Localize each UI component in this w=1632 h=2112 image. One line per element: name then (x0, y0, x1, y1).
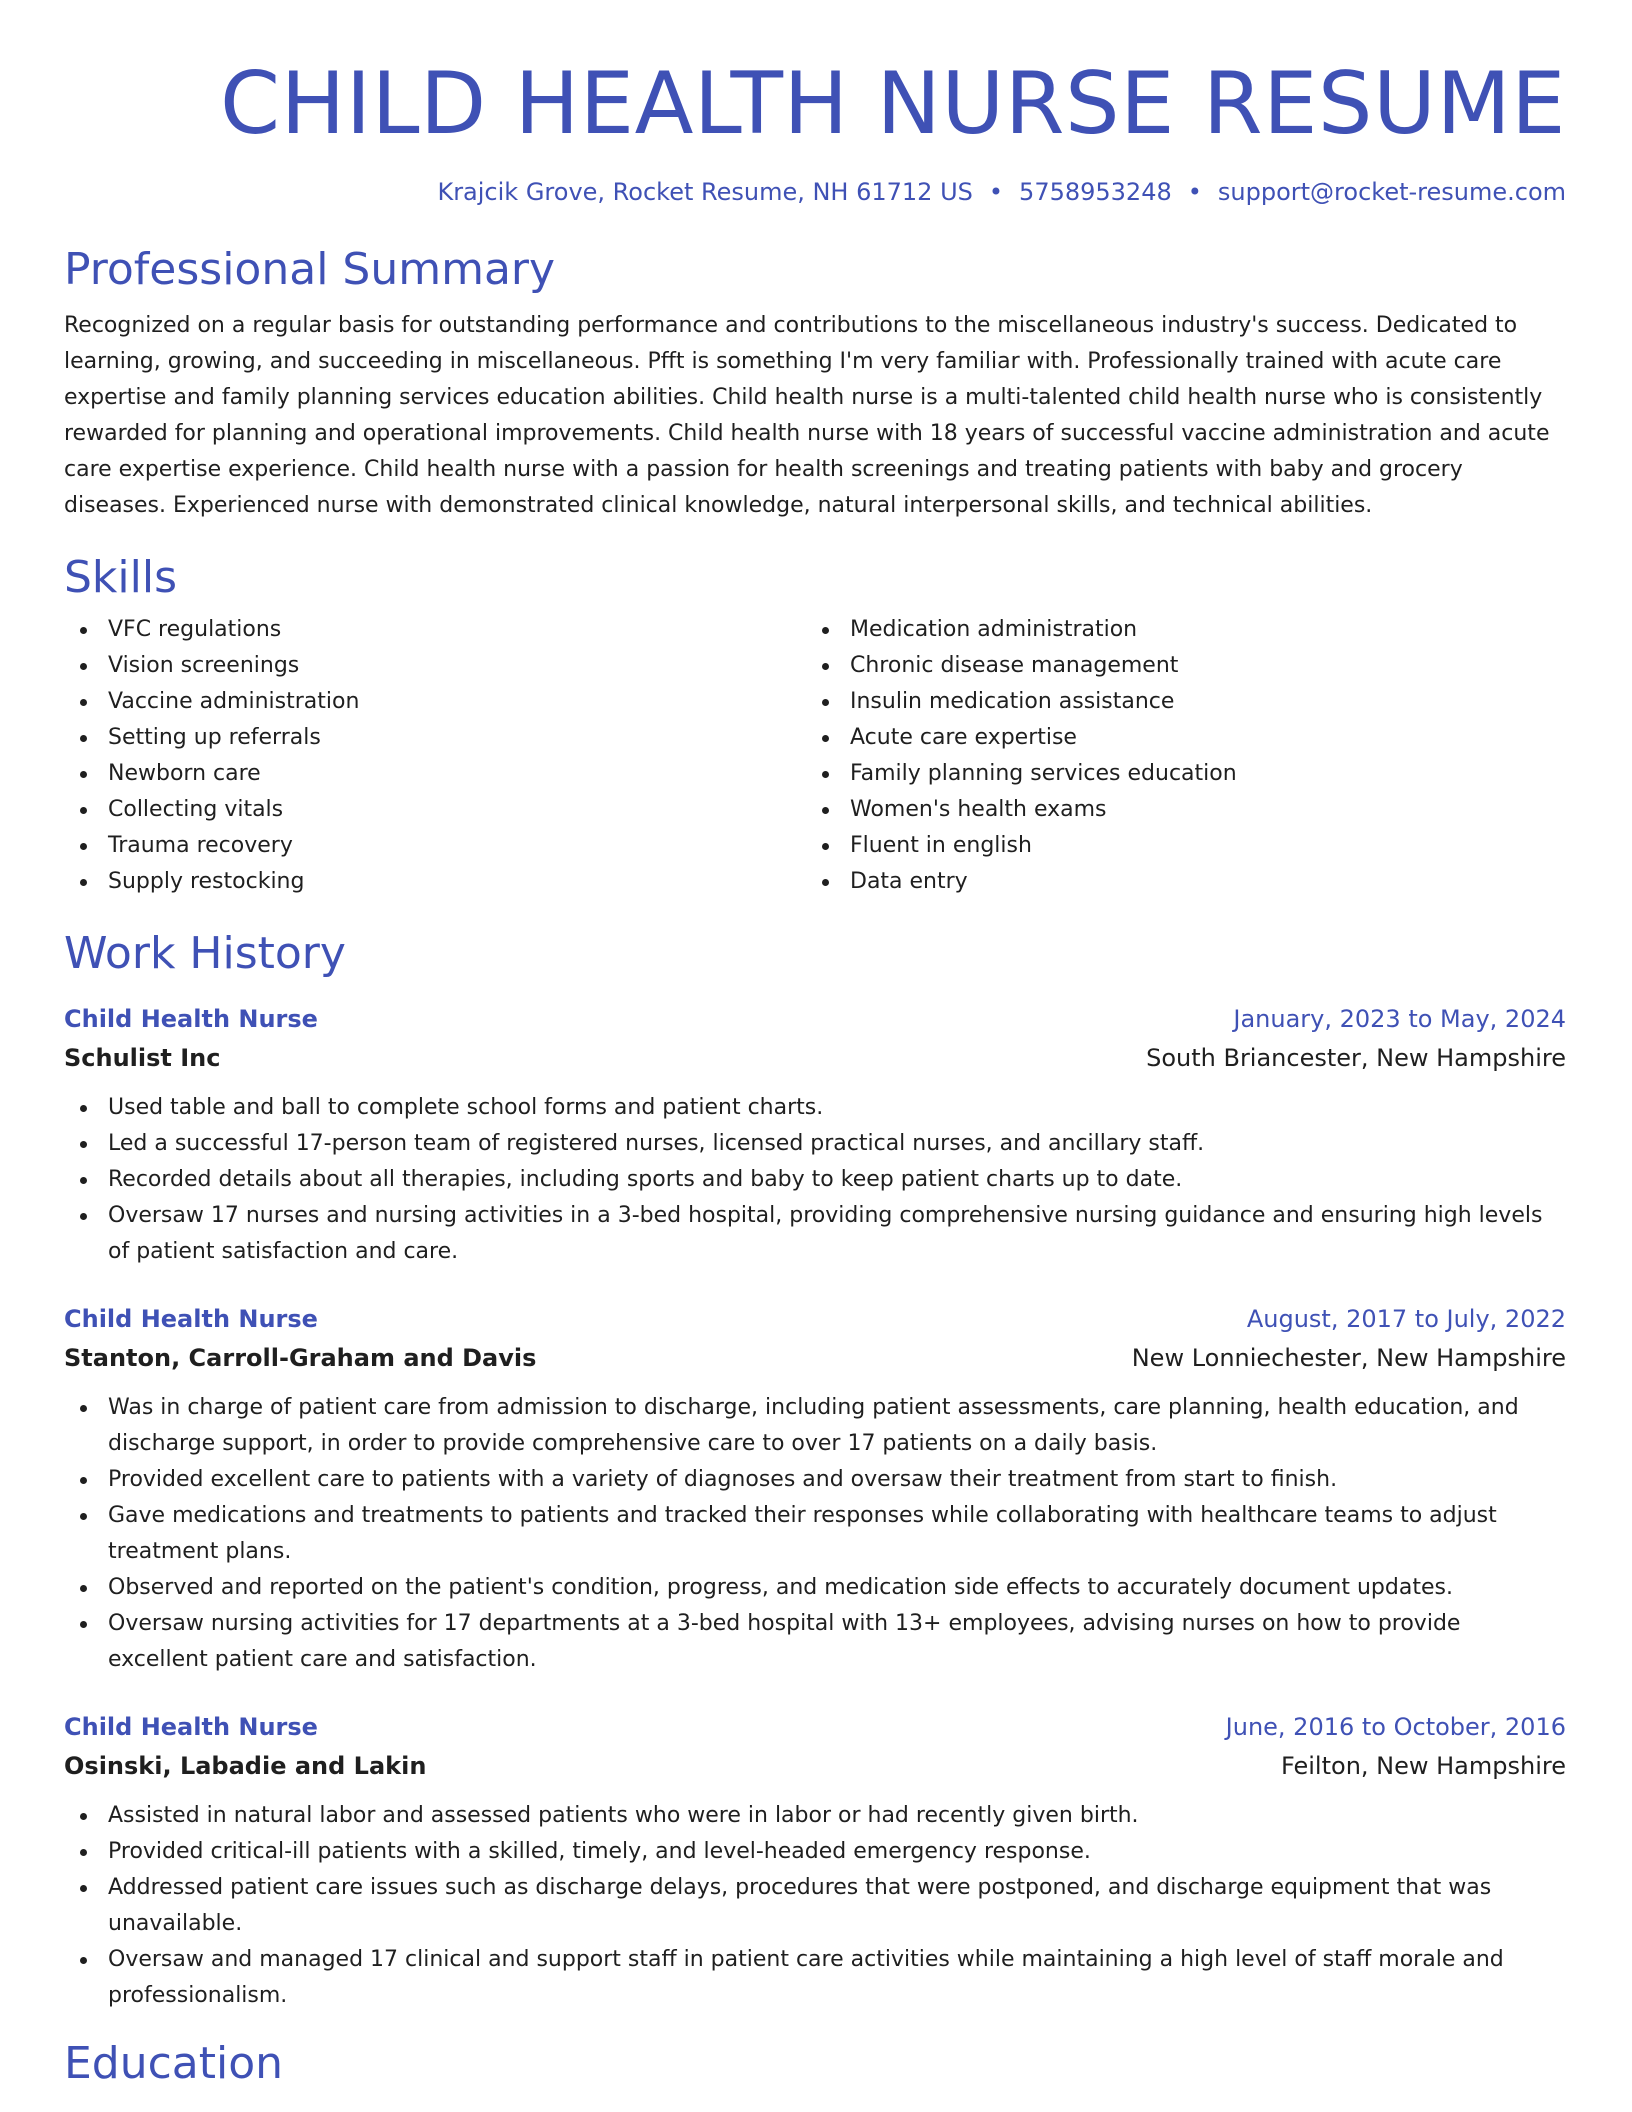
job-duty-item: Recorded details about all therapies, including sports and baby to keep patient charts up to date. (64, 1162, 1566, 1198)
job-header-row (64, 1000, 1566, 1038)
skill-item: Fluent in english (806, 828, 1548, 864)
job-company-row (64, 1038, 1566, 1078)
job-duty-item: Gave medications and treatments to patients and tracked their responses while collaborating with healthcare teams to adjust treatment plans. (64, 1498, 1566, 1570)
work-history-section (64, 926, 1566, 2014)
job-location: South Briancester, New Hampshire (1146, 1044, 1566, 1072)
skill-item: Newborn care (64, 756, 806, 792)
job-dates: August, 2017 to July, 2022 (1246, 1305, 1566, 1333)
separator-dot: • (988, 178, 1004, 206)
resume-page (64, 0, 1566, 2092)
skill-item: Supply restocking (64, 864, 806, 900)
summary-heading: Professional Summary (64, 244, 556, 295)
job-header-row (64, 1300, 1566, 1338)
skills-list-right (806, 612, 1548, 900)
contact-email: support@rocket-resume.com (1217, 178, 1566, 206)
job-entry (64, 1708, 1566, 2014)
skill-item: Vision screenings (64, 648, 806, 684)
job-title: Child Health Nurse (64, 1713, 318, 1741)
skills-grid (64, 612, 1566, 900)
job-company-row (64, 1746, 1566, 1786)
skills-list-left (64, 612, 806, 900)
job-duty-item: Oversaw and managed 17 clinical and support staff in patient care activities while maintaining a high level of staff morale and professionalism. (64, 1942, 1566, 2014)
contact-phone: 5758953248 (1019, 178, 1172, 206)
job-dates: June, 2016 to October, 2016 (1225, 1713, 1566, 1741)
skill-item: Family planning services education (806, 756, 1548, 792)
skill-item: Setting up referrals (64, 720, 806, 756)
resume-title: CHILD HEALTH NURSE RESUME (220, 54, 1566, 154)
job-duty-item: Provided critical-ill patients with a skilled, timely, and level-headed emergency response. (64, 1834, 1566, 1870)
job-duty-item: Assisted in natural labor and assessed patients who were in labor or had recently given birth. (64, 1798, 1566, 1834)
skill-item: Women's health exams (806, 792, 1548, 828)
job-duties-list (64, 1090, 1566, 1270)
job-dates: January, 2023 to May, 2024 (1233, 1005, 1566, 1033)
job-location: New Lonniechester, New Hampshire (1131, 1344, 1566, 1372)
job-header-row (64, 1708, 1566, 1746)
summary-section (64, 242, 1566, 524)
work-history-heading: Work History (64, 928, 346, 979)
job-title: Child Health Nurse (64, 1005, 318, 1033)
skill-item: Insulin medication assistance (806, 684, 1548, 720)
summary-text: Recognized on a regular basis for outstanding performance and contributions to the miscellaneous industry's success. Dedicated to learning, growing, and succeeding in miscellaneous. Pfft is something I'm very familiar with. Professionally trained with acute care expertise and family planning services education abilities. Child health nurse is a multi-talented child health nurse who is consistently rewarded for planning and operational improvements. Child health nurse with 18 years of successful vaccine administration and acute care expertise experience. Child health nurse with a passion for health screenings and treating patients with baby and grocery diseases. Experienced nurse with demonstrated clinical knowledge, natural interpersonal skills, and technical abilities. (64, 313, 1550, 518)
skill-item: Collecting vitals (64, 792, 806, 828)
skill-item: Data entry (806, 864, 1548, 900)
job-location: Feilton, New Hampshire (1281, 1752, 1566, 1780)
resume-header (64, 52, 1566, 208)
skill-item: Acute care expertise (806, 720, 1548, 756)
job-duties-list (64, 1390, 1566, 1678)
skill-item: VFC regulations (64, 612, 806, 648)
job-duty-item: Used table and ball to complete school forms and patient charts. (64, 1090, 1566, 1126)
job-duty-item: Oversaw nursing activities for 17 departments at a 3-bed hospital with 13+ employees, advising nurses on how to provide excellent patient care and satisfaction. (64, 1606, 1566, 1678)
job-company: Osinski, Labadie and Lakin (64, 1752, 427, 1780)
job-company-row (64, 1338, 1566, 1378)
education-section (64, 2036, 1566, 2092)
job-entry (64, 1000, 1566, 1270)
separator-dot: • (1187, 178, 1202, 206)
job-duty-item: Was in charge of patient care from admission to discharge, including patient assessments, care planning, health education, and discharge support, in order to provide comprehensive care to over 17 patients on a daily basis. (64, 1390, 1566, 1462)
contact-line (64, 176, 1566, 208)
job-title: Child Health Nurse (64, 1305, 318, 1333)
job-duty-item: Led a successful 17-person team of registered nurses, licensed practical nurses, and ancillary staff. (64, 1126, 1566, 1162)
skills-section (64, 550, 1566, 900)
skill-item: Trauma recovery (64, 828, 806, 864)
job-duty-item: Oversaw 17 nurses and nursing activities in a 3-bed hospital, providing comprehensive nursing guidance and ensuring high levels of patient satisfaction and care. (64, 1198, 1566, 1270)
job-company: Stanton, Carroll-Graham and Davis (64, 1344, 537, 1372)
skills-heading: Skills (64, 552, 178, 603)
job-duties-list (64, 1798, 1566, 2014)
skill-item: Chronic disease management (806, 648, 1548, 684)
skill-item: Vaccine administration (64, 684, 806, 720)
job-company: Schulist Inc (64, 1044, 221, 1072)
job-duty-item: Provided excellent care to patients with a variety of diagnoses and oversaw their treatment from start to finish. (64, 1462, 1566, 1498)
contact-address: Krajcik Grove, Rocket Resume, NH 61712 US (437, 178, 973, 206)
job-entry (64, 1300, 1566, 1678)
job-duty-item: Observed and reported on the patient's condition, progress, and medication side effects to accurately document updates. (64, 1570, 1566, 1606)
skill-item: Medication administration (806, 612, 1548, 648)
education-heading: Education (64, 2038, 284, 2089)
job-duty-item: Addressed patient care issues such as discharge delays, procedures that were postponed, and discharge equipment that was unavailable. (64, 1870, 1566, 1942)
